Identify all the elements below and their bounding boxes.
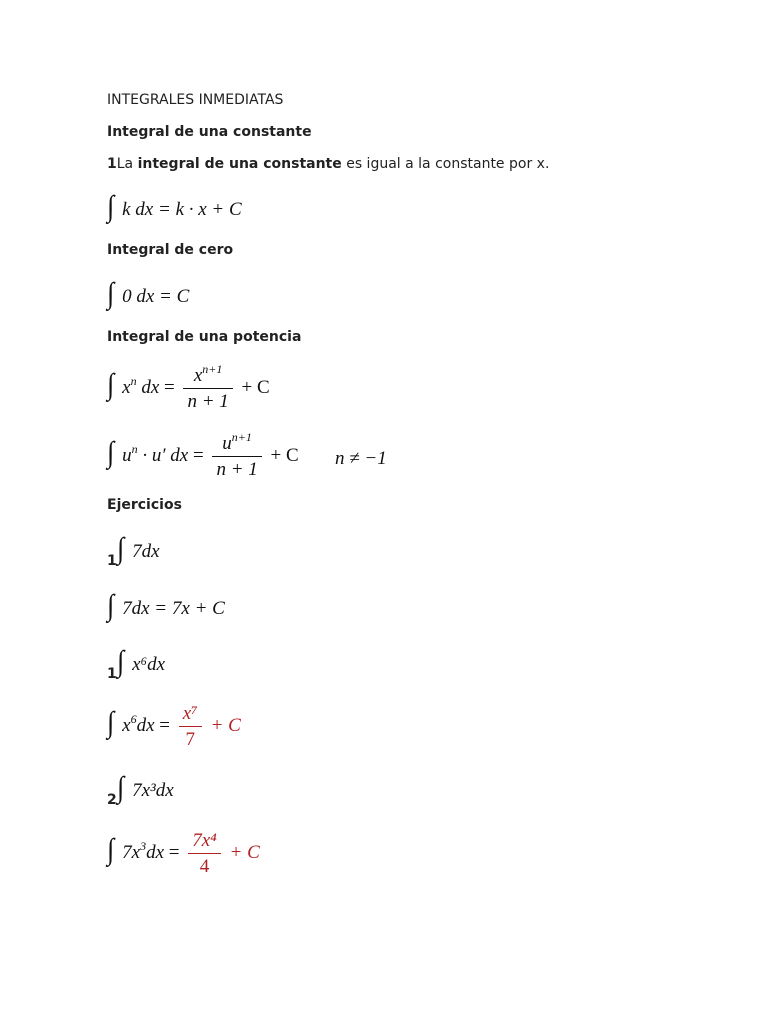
rule-constante-text: [107, 156, 549, 172]
exercise-solution: ∫ 7dx = 7x + C: [107, 588, 225, 623]
formula-constante-text: k dx = k · x + C: [122, 199, 242, 220]
integral-sign-icon: ∫: [107, 367, 115, 401]
formula-potencia-compuesta: ∫ $u^n \cdot u'$ dx = $\frac{u^{n+1}}{n + 1}$ + C: [107, 430, 299, 480]
integral-sign-icon: ∫: [117, 644, 125, 679]
integral-sign-icon: ∫: [107, 435, 115, 469]
integral-sign-icon: ∫: [117, 531, 125, 566]
rule-post: es igual a la constante por x.: [341, 156, 550, 172]
condition-n: n ≠ −1: [335, 448, 387, 469]
heading-integral-cero: Integral de cero: [107, 242, 234, 258]
exercise-solution: ∫ $x^6dx$ = $\frac{\text{x⁷}}{7}$ + C: [107, 703, 241, 750]
rule-pre: La: [116, 156, 138, 172]
rule-bold: integral de una constante: [137, 156, 342, 172]
exercise-problem: ∫ x⁶dx: [117, 644, 166, 679]
formula-cero-text: 0 dx = C: [122, 286, 190, 307]
heading-integral-constante: Integral de una constante: [107, 124, 312, 140]
exercise-number: 2: [107, 792, 117, 808]
integral-sign-icon: ∫: [107, 189, 115, 224]
integral-sign-icon: ∫: [117, 770, 125, 805]
exercise-number: 1: [107, 666, 117, 682]
heading-integral-potencia: Integral de una potencia: [107, 329, 302, 345]
formula-cero: [107, 276, 190, 311]
exercise-number: 1: [107, 553, 117, 569]
integral-sign-icon: ∫: [107, 832, 115, 866]
formula-constante: [107, 189, 242, 224]
integral-sign-icon: ∫: [107, 276, 115, 311]
rule-number: 1: [107, 156, 117, 172]
integral-sign-icon: ∫: [107, 705, 115, 739]
heading-ejercicios: Ejercicios: [107, 497, 182, 513]
document-title: INTEGRALES INMEDIATAS: [107, 92, 284, 108]
exercise-solution: ∫ $7x^3dx$ = $\frac{\text{7x⁴}}{4}$ + C: [107, 830, 260, 877]
formula-potencia: ∫ $x^n$ dx = $\frac{x^{n+1}}{n + 1}$ + C: [107, 362, 270, 412]
exercise-problem: ∫ 7x³dx: [117, 770, 174, 805]
integral-sign-icon: ∫: [107, 588, 115, 623]
exercise-problem: ∫ 7dx: [117, 531, 160, 566]
